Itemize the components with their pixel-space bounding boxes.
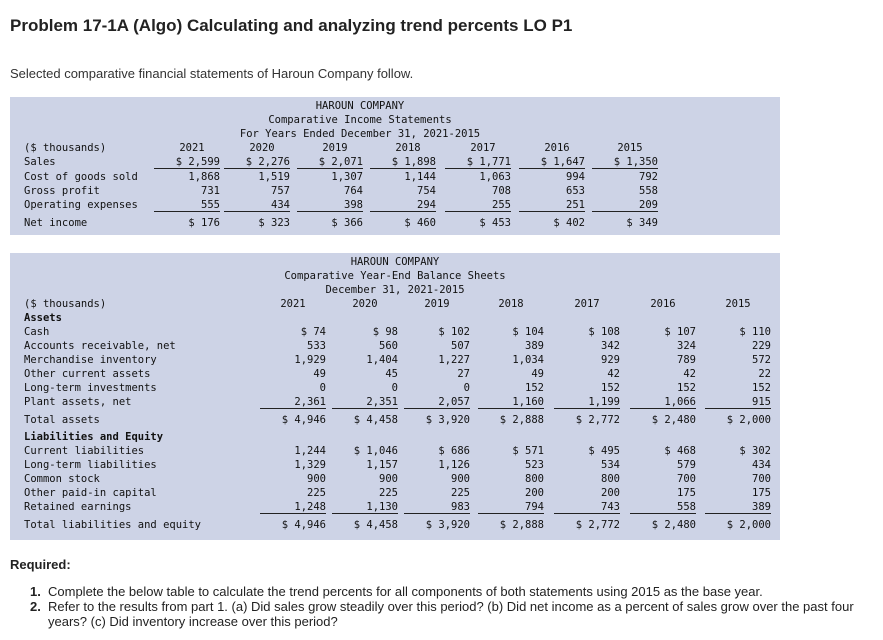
row-label: Total assets <box>24 414 100 426</box>
table-cell: $ 366 <box>331 217 363 229</box>
table-cell: $ 2,888 <box>499 519 544 531</box>
row-label: Accounts receivable, net <box>24 340 176 352</box>
table-cell: $ 4,946 <box>281 519 326 531</box>
intro-text: Selected comparative financial statements of Haroun Company follow. <box>10 66 414 81</box>
table-cell: 1,160 <box>478 396 544 409</box>
table-cell: 49 <box>531 368 544 380</box>
table-cell: 251 <box>519 199 585 212</box>
table-cell: 754 <box>417 185 436 197</box>
income-company: HAROUN COMPANY <box>315 100 405 112</box>
table-cell: 1,063 <box>479 171 511 183</box>
table-cell: 225 <box>307 487 326 499</box>
table-cell: 398 <box>297 199 363 212</box>
table-cell: 45 <box>385 368 398 380</box>
table-cell: 1,404 <box>366 354 398 366</box>
table-cell: 800 <box>601 473 620 485</box>
table-cell: $ 2,000 <box>726 414 771 426</box>
table-cell: 0 <box>319 382 326 394</box>
balance-statement-title: Comparative Year-End Balance Sheets <box>284 270 506 282</box>
table-cell: 1,307 <box>331 171 363 183</box>
row-label: Other current assets <box>24 368 151 380</box>
table-cell: 653 <box>566 185 585 197</box>
table-cell: $ 108 <box>588 326 620 338</box>
table-cell: $ 102 <box>438 326 470 338</box>
row-label: Common stock <box>24 473 100 485</box>
table-cell: $ 110 <box>739 326 771 338</box>
table-cell: $ 3,920 <box>425 414 470 426</box>
table-cell: $ 2,000 <box>726 519 771 531</box>
table-cell: 731 <box>201 185 220 197</box>
table-cell: 708 <box>492 185 511 197</box>
table-cell: 175 <box>677 487 696 499</box>
balance-company: HAROUN COMPANY <box>350 256 440 268</box>
required-item-number: 2. <box>30 599 41 614</box>
table-cell: $ 107 <box>664 326 696 338</box>
table-cell: 27 <box>457 368 470 380</box>
table-cell: $ 98 <box>372 326 398 338</box>
table-cell: 555 <box>154 199 220 212</box>
table-cell: $ 1,046 <box>353 445 398 457</box>
table-cell: 900 <box>379 473 398 485</box>
year-header: 2015 <box>617 142 643 154</box>
table-cell: $ 2,772 <box>575 414 620 426</box>
table-cell: $ 104 <box>512 326 544 338</box>
table-cell: 434 <box>224 199 290 212</box>
table-cell: 49 <box>313 368 326 380</box>
year-header: 2021 <box>280 298 306 310</box>
row-label: Plant assets, net <box>24 396 132 408</box>
income-statement-title: Comparative Income Statements <box>268 114 452 126</box>
table-cell: 743 <box>554 501 620 514</box>
row-label: Current liabilities <box>24 445 145 457</box>
table-cell: 1,244 <box>294 445 326 457</box>
table-cell: $ 468 <box>664 445 696 457</box>
table-cell: $ 402 <box>553 217 585 229</box>
row-label: Sales <box>24 156 56 168</box>
table-cell: $ 2,480 <box>651 519 696 531</box>
year-header: 2021 <box>179 142 205 154</box>
table-cell: 915 <box>705 396 771 409</box>
year-header: 2015 <box>725 298 751 310</box>
table-cell: 22 <box>758 368 771 380</box>
row-label: Other paid-in capital <box>24 487 157 499</box>
table-cell: 42 <box>607 368 620 380</box>
required-heading: Required: <box>10 557 71 572</box>
table-cell: $ 2,071 <box>297 156 363 169</box>
row-label: Cash <box>24 326 50 338</box>
table-cell: 2,351 <box>332 396 398 409</box>
table-cell: 152 <box>752 382 771 394</box>
table-cell: $ 495 <box>588 445 620 457</box>
table-cell: $ 302 <box>739 445 771 457</box>
row-label: Net income <box>24 217 88 229</box>
table-cell: $ 2,480 <box>651 414 696 426</box>
table-cell: 789 <box>677 354 696 366</box>
table-cell: $ 2,888 <box>499 414 544 426</box>
year-header: 2018 <box>498 298 524 310</box>
table-cell: 507 <box>451 340 470 352</box>
table-cell: 1,227 <box>438 354 470 366</box>
row-label: Cost of goods sold <box>24 171 138 183</box>
table-cell: 294 <box>370 199 436 212</box>
table-cell: 389 <box>705 501 771 514</box>
row-label: Total liabilities and equity <box>24 519 202 531</box>
page-title: Problem 17-1A (Algo) Calculating and analyzing trend percents LO P1 <box>10 16 573 35</box>
row-label: Operating expenses <box>24 199 138 211</box>
table-cell: $ 460 <box>404 217 436 229</box>
table-cell: 389 <box>525 340 544 352</box>
year-header: 2019 <box>322 142 348 154</box>
year-header: 2019 <box>424 298 450 310</box>
table-cell: $ 453 <box>479 217 511 229</box>
table-cell: 700 <box>677 473 696 485</box>
year-header: 2017 <box>470 142 496 154</box>
table-cell: $ 4,946 <box>281 414 326 426</box>
table-cell: 1,519 <box>258 171 290 183</box>
row-label: Long-term investments <box>24 382 157 394</box>
year-header: 2020 <box>249 142 275 154</box>
table-cell: $ 1,898 <box>370 156 436 169</box>
income-unit-label: ($ thousands) <box>24 142 107 154</box>
table-cell: $ 323 <box>258 217 290 229</box>
row-label: Retained earnings <box>24 501 132 513</box>
required-item-1 <box>30 584 875 599</box>
table-cell: 700 <box>752 473 771 485</box>
balance-period: December 31, 2021-2015 <box>325 284 465 296</box>
table-cell: 560 <box>379 340 398 352</box>
year-header: 2018 <box>395 142 421 154</box>
table-cell: 800 <box>525 473 544 485</box>
table-cell: 209 <box>592 199 658 212</box>
table-cell: $ 349 <box>626 217 658 229</box>
table-cell: $ 1,647 <box>519 156 585 169</box>
table-cell: 757 <box>271 185 290 197</box>
table-cell: 994 <box>566 171 585 183</box>
table-cell: 0 <box>391 382 398 394</box>
required-item-text: Complete the below table to calculate the trend percents for all components of both statements using 2015 as the base year. <box>48 584 763 599</box>
table-cell: 2,057 <box>404 396 470 409</box>
table-cell: 1,066 <box>630 396 696 409</box>
table-cell: 929 <box>601 354 620 366</box>
year-header: 2020 <box>352 298 378 310</box>
table-cell: 324 <box>677 340 696 352</box>
table-cell: 792 <box>639 171 658 183</box>
year-header: 2017 <box>574 298 600 310</box>
row-label: Gross profit <box>24 185 100 197</box>
table-cell: 764 <box>344 185 363 197</box>
required-list <box>30 584 875 629</box>
liabilities-heading: Liabilities and Equity <box>24 431 164 443</box>
table-cell: 523 <box>525 459 544 471</box>
table-cell: 579 <box>677 459 696 471</box>
table-cell: 229 <box>752 340 771 352</box>
balance-unit-label: ($ thousands) <box>24 298 107 310</box>
table-cell: 572 <box>752 354 771 366</box>
table-cell: $ 2,276 <box>224 156 290 169</box>
table-cell: $ 686 <box>438 445 470 457</box>
income-statement-table <box>10 97 780 235</box>
table-cell: 1,157 <box>366 459 398 471</box>
table-cell: 42 <box>683 368 696 380</box>
required-item-number: 1. <box>30 584 41 599</box>
table-cell: 342 <box>601 340 620 352</box>
table-cell: $ 1,771 <box>445 156 511 169</box>
table-cell: 225 <box>451 487 470 499</box>
year-header: 2016 <box>544 142 570 154</box>
table-cell: 255 <box>445 199 511 212</box>
assets-heading: Assets <box>24 312 62 324</box>
table-cell: $ 4,458 <box>353 414 398 426</box>
table-cell: 1,929 <box>294 354 326 366</box>
table-cell: 2,361 <box>260 396 326 409</box>
table-cell: 558 <box>630 501 696 514</box>
table-cell: $ 176 <box>188 217 220 229</box>
balance-sheet-table <box>10 253 780 540</box>
required-item-text: Refer to the results from part 1. (a) Did sales grow steadily over this period? (b) Did net income as a percent of sales grow over the past four years? (c) Did inventory increase over this period? <box>48 599 854 629</box>
table-cell: 434 <box>752 459 771 471</box>
table-cell: 1,329 <box>294 459 326 471</box>
table-cell: $ 1,350 <box>592 156 658 169</box>
table-cell: 533 <box>307 340 326 352</box>
table-cell: 152 <box>601 382 620 394</box>
table-cell: $ 74 <box>300 326 326 338</box>
table-cell: $ 2,772 <box>575 519 620 531</box>
table-cell: 200 <box>525 487 544 499</box>
table-cell: 900 <box>307 473 326 485</box>
table-cell: 1,868 <box>188 171 220 183</box>
income-period: For Years Ended December 31, 2021-2015 <box>239 128 481 140</box>
table-cell: 1,130 <box>332 501 398 514</box>
row-label: Long-term liabilities <box>24 459 157 471</box>
table-cell: 794 <box>478 501 544 514</box>
table-cell: $ 571 <box>512 445 544 457</box>
table-cell: 1,126 <box>438 459 470 471</box>
table-cell: 534 <box>601 459 620 471</box>
table-cell: 152 <box>525 382 544 394</box>
row-label: Merchandise inventory <box>24 354 157 366</box>
table-cell: $ 4,458 <box>353 519 398 531</box>
table-cell: $ 2,599 <box>154 156 220 169</box>
table-cell: 558 <box>639 185 658 197</box>
table-cell: 1,034 <box>512 354 544 366</box>
table-cell: 152 <box>677 382 696 394</box>
table-cell: 1,199 <box>554 396 620 409</box>
table-cell: 900 <box>451 473 470 485</box>
table-cell: 175 <box>752 487 771 499</box>
table-cell: $ 3,920 <box>425 519 470 531</box>
required-item-2 <box>30 599 875 629</box>
table-cell: 983 <box>404 501 470 514</box>
table-cell: 225 <box>379 487 398 499</box>
table-cell: 0 <box>463 382 470 394</box>
table-cell: 1,144 <box>404 171 436 183</box>
table-cell: 1,248 <box>260 501 326 514</box>
table-cell: 200 <box>601 487 620 499</box>
year-header: 2016 <box>650 298 676 310</box>
